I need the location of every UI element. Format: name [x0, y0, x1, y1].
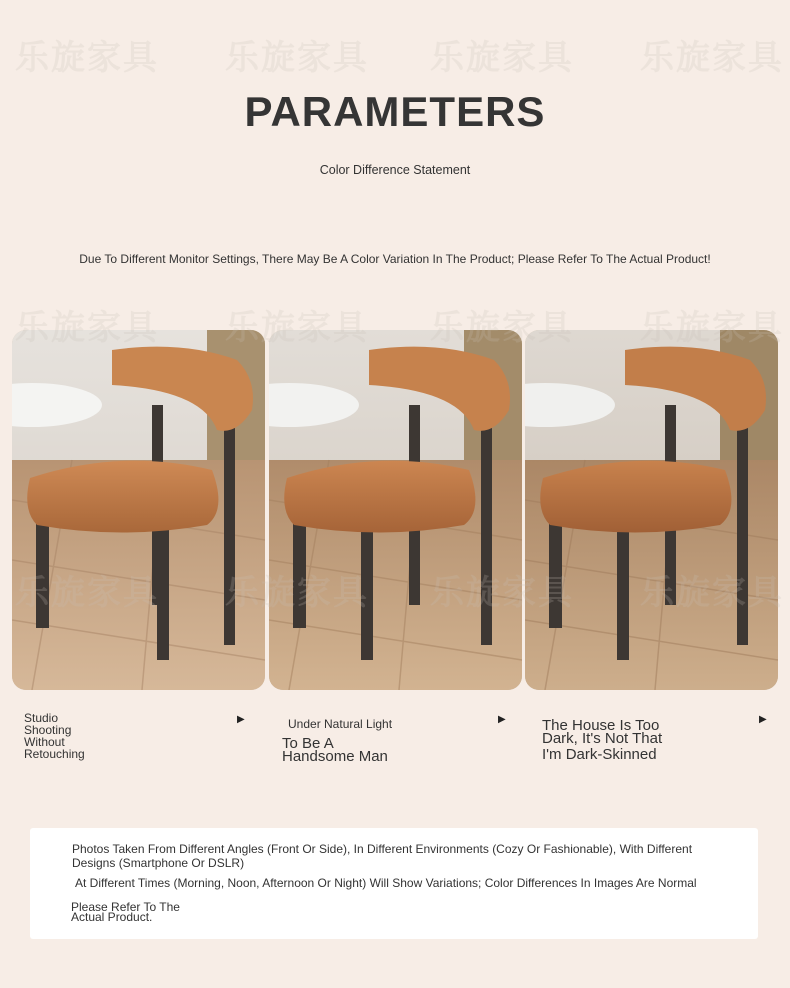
- watermark-text: 乐旋家具: [225, 308, 369, 348]
- watermark-text: 乐旋家具: [225, 573, 369, 613]
- caption-line: Under Natural Light: [288, 717, 393, 731]
- watermark-text: 乐旋家具: [430, 38, 574, 78]
- watermark-text: 乐旋家具: [225, 38, 369, 78]
- caption-studio: [24, 712, 85, 760]
- color-notice: Due To Different Monitor Settings, There May Be A Color Variation In The Product; Please Refer To The Actual Product!: [79, 252, 711, 266]
- statement-line: Photos Taken From Different Angles (Front Or Side), In Different Environments (Cozy Or Fashionable), With Different: [72, 842, 693, 856]
- watermark-text: 乐旋家具: [640, 573, 784, 613]
- play-arrow-icon: ▶: [237, 714, 245, 725]
- watermark-text: 乐旋家具: [430, 308, 574, 348]
- caption-line: To Be A: [282, 735, 334, 752]
- photo-gallery: [12, 330, 778, 690]
- caption-line: Without: [24, 735, 65, 749]
- statement-box: [30, 828, 758, 939]
- chair-photo-studio: [12, 330, 265, 690]
- play-arrow-icon: ▶: [759, 714, 767, 725]
- caption-dark-room: [542, 719, 662, 761]
- watermark-text: 乐旋家具: [15, 308, 159, 348]
- statement-line: Designs (Smartphone Or DSLR): [72, 856, 245, 870]
- watermark-row-top: [0, 30, 790, 80]
- watermark-row-upper: [0, 300, 790, 350]
- watermark-text: 乐旋家具: [430, 573, 574, 613]
- chair-photo-natural-light: [269, 330, 522, 690]
- statement-line: Please Refer To The: [71, 900, 180, 914]
- watermark-text: 乐旋家具: [15, 38, 159, 78]
- caption-line: I'm Dark-Skinned: [542, 746, 657, 763]
- watermark-text: 乐旋家具: [640, 38, 784, 78]
- watermark-text: 乐旋家具: [15, 573, 159, 613]
- chair-photo-dark-room: [525, 330, 778, 690]
- watermark-text: 乐旋家具: [640, 308, 784, 348]
- caption-natural-light: [288, 717, 392, 731]
- page-subtitle: Color Difference Statement: [319, 163, 471, 177]
- caption-handsome: [282, 737, 388, 763]
- caption-line: Studio: [24, 711, 59, 725]
- caption-line: Shooting: [24, 723, 72, 737]
- watermark-row-lower: [0, 565, 790, 615]
- caption-line: Dark, It's Not That: [542, 730, 663, 747]
- page-title: PARAMETERS: [244, 88, 546, 135]
- caption-line: The House Is Too: [542, 717, 660, 734]
- statement-line: At Different Times (Morning, Noon, Afternoon Or Night) Will Show Variations; Color Differences In Images Are Normal: [75, 876, 697, 890]
- caption-line: Retouching: [24, 747, 85, 761]
- statement-line: Actual Product.: [71, 910, 153, 924]
- play-arrow-icon: ▶: [498, 714, 506, 725]
- caption-line: Handsome Man: [282, 748, 388, 765]
